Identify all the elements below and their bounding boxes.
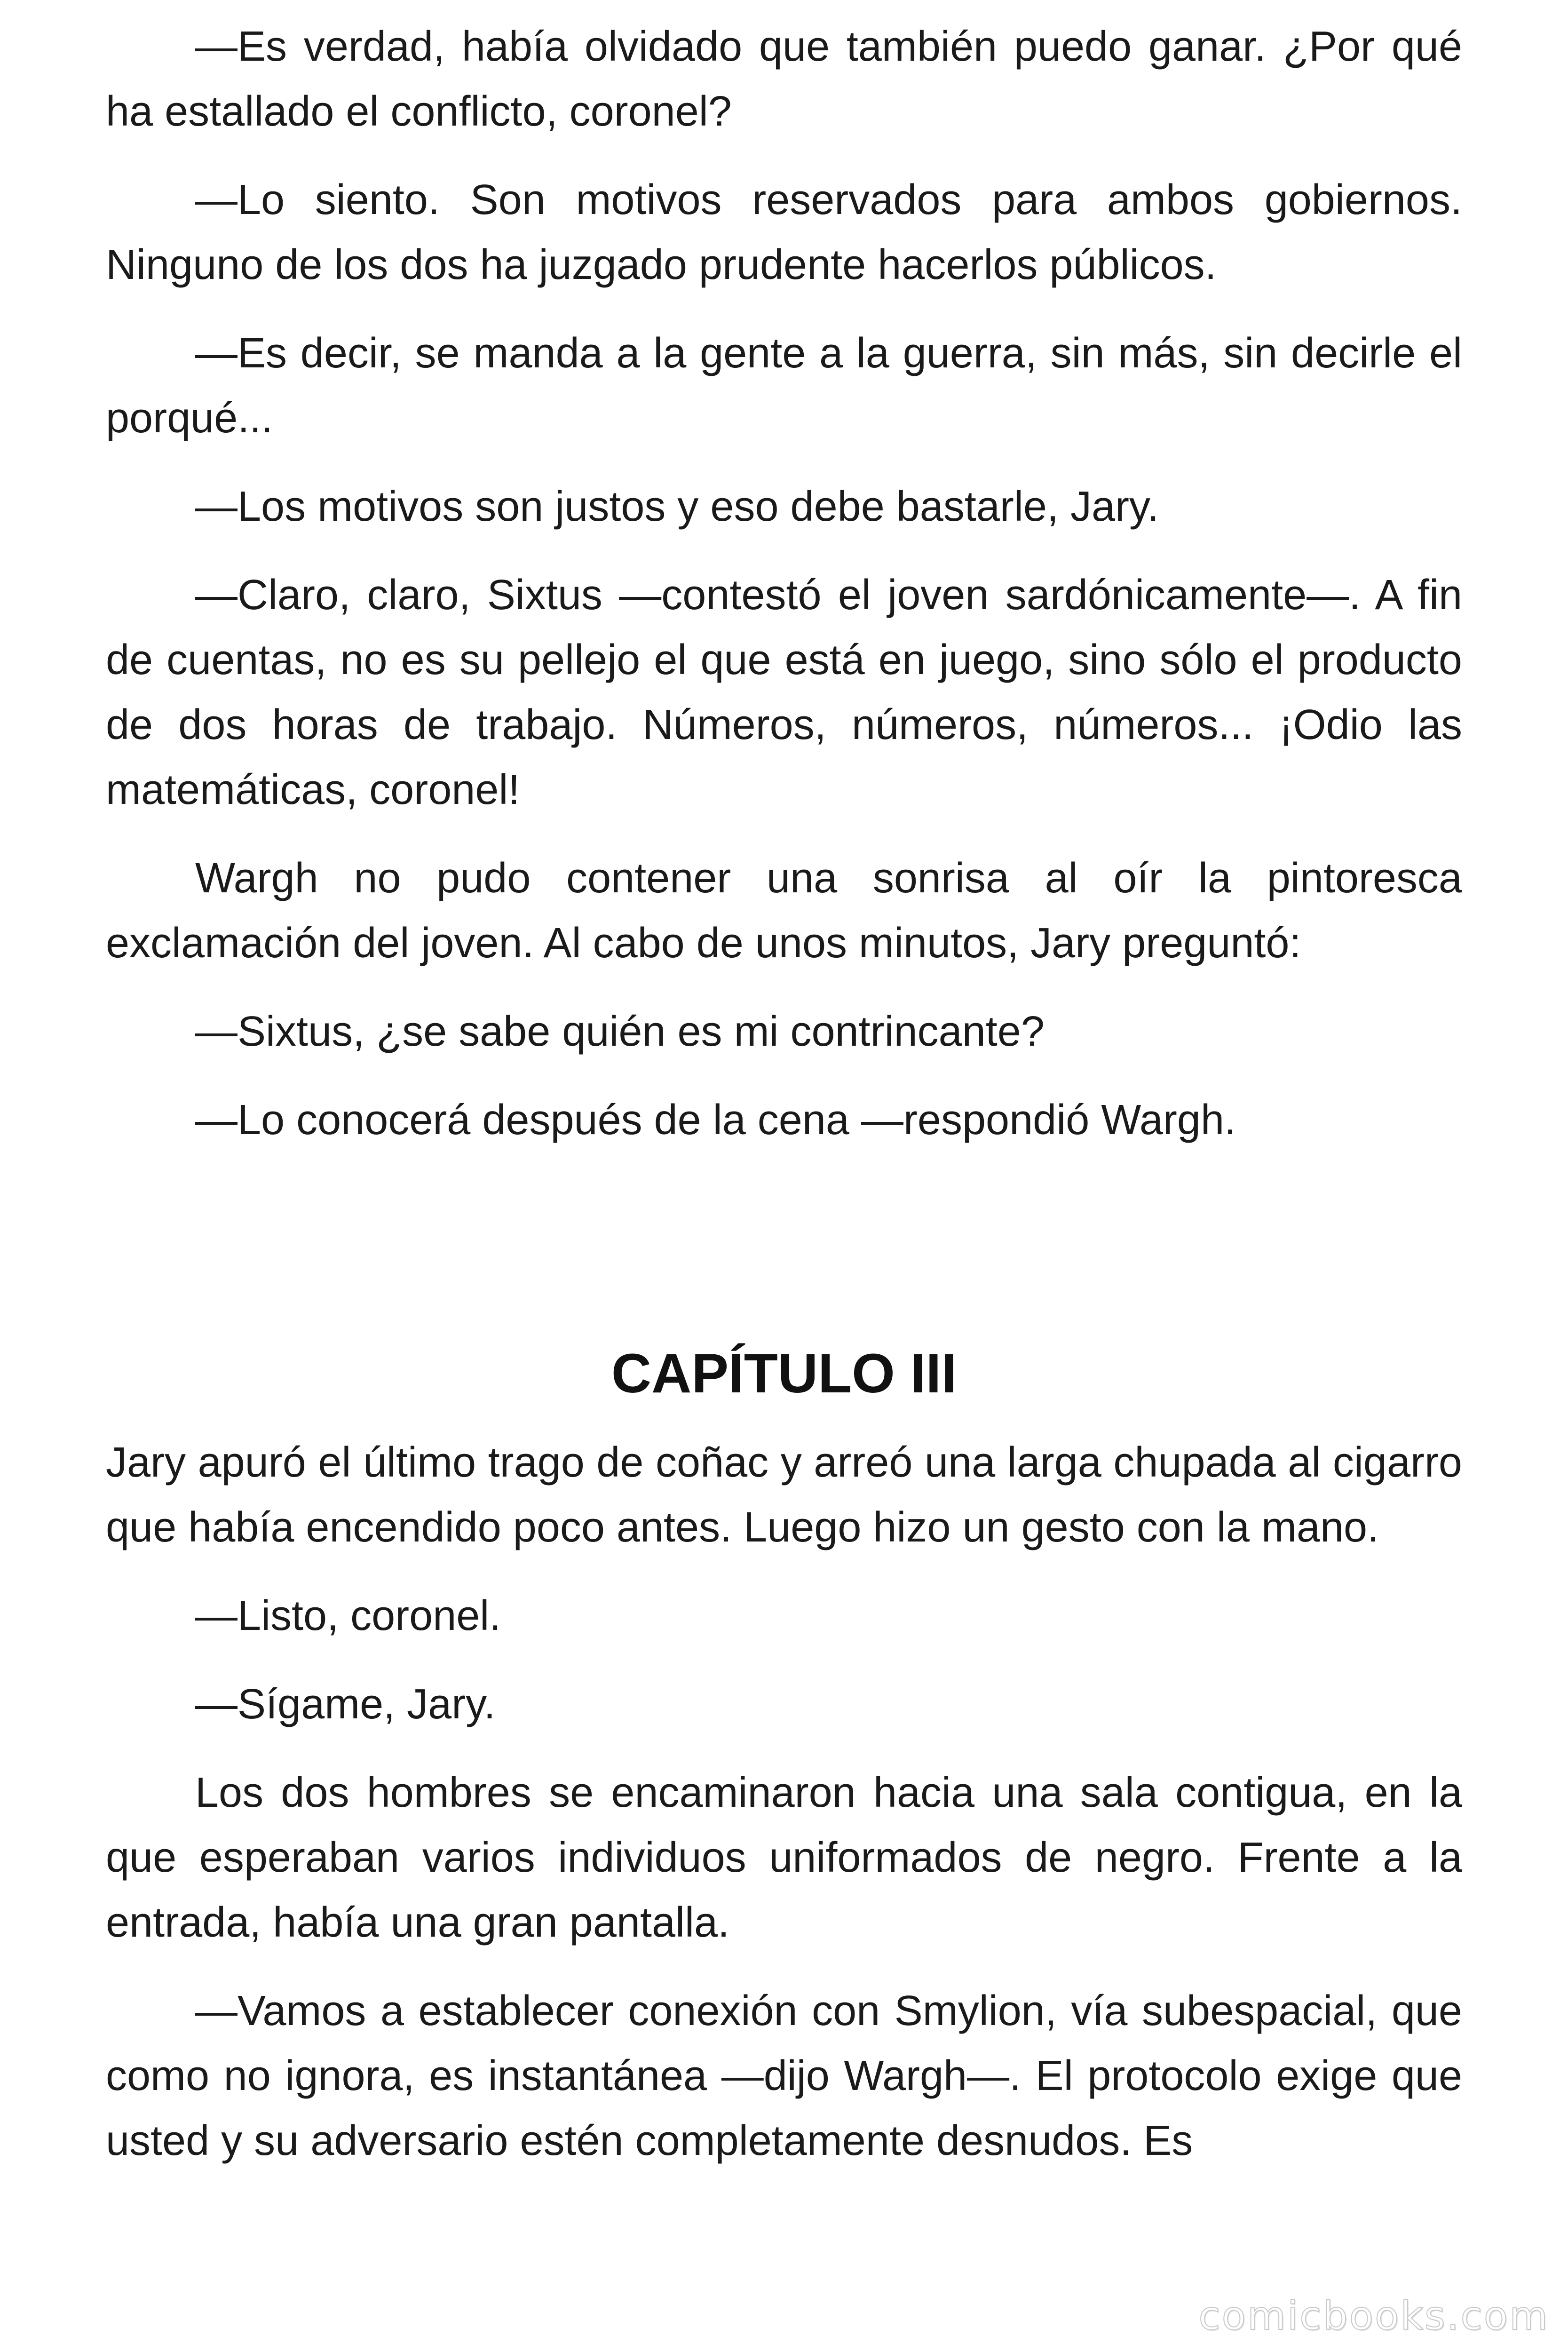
- book-page: [106, 14, 1462, 2197]
- paragraph: Jary apuró el último trago de coñac y arreó una larga chupada al cigarro que había encendido poco antes. Luego hizo un gesto con la mano.: [106, 1439, 1462, 1551]
- paragraph: —Sígame, Jary.: [195, 1681, 496, 1728]
- paragraph: —Es decir, se manda a la gente a la guerra, sin más, sin decirle el porqué...: [106, 330, 1462, 442]
- paragraph: —Lo siento. Son motivos reservados para ambos gobiernos. Ninguno de los dos ha juzgado prudente hacerlos públicos.: [106, 176, 1462, 288]
- paragraph: —Lo conocerá después de la cena —respondió Wargh.: [195, 1097, 1236, 1144]
- paragraph: —Claro, claro, Sixtus —contestó el joven sardónicamente—. A fin de cuentas, no es su pellejo el que está en juego, sino sólo el producto de dos horas de trabajo. Números, números, números... ¡Odio las matemáticas, coronel!: [106, 572, 1462, 813]
- paragraph: —Sixtus, ¿se sabe quién es mi contrincante?: [195, 1008, 1045, 1055]
- watermark-text: comicbooks.com: [1198, 2293, 1549, 2339]
- paragraph: Wargh no pudo contener una sonrisa al oír la pintoresca exclamación del joven. Al cabo de unos minutos, Jary preguntó:: [106, 855, 1462, 967]
- paragraph: —Listo, coronel.: [195, 1592, 501, 1639]
- paragraph: —Es verdad, había olvidado que también puedo ganar. ¿Por qué ha estallado el conflicto, coronel?: [106, 23, 1462, 135]
- paragraph: —Vamos a establecer conexión con Smylion, vía subespacial, que como no ignora, es instantánea —dijo Wargh—. El protocolo exige que usted y su adversario estén completamente desnudos. Es: [106, 1987, 1462, 2164]
- paragraph: —Los motivos son justos y eso debe bastarle, Jary.: [195, 483, 1159, 530]
- paragraph: Los dos hombres se encaminaron hacia una sala contigua, en la que esperaban varios individuos uniformados de negro. Frente a la entrada, había una gran pantalla.: [106, 1769, 1462, 1946]
- chapter-spacer: [106, 1176, 1462, 1341]
- chapter-title: CAPÍTULO III: [611, 1343, 957, 1405]
